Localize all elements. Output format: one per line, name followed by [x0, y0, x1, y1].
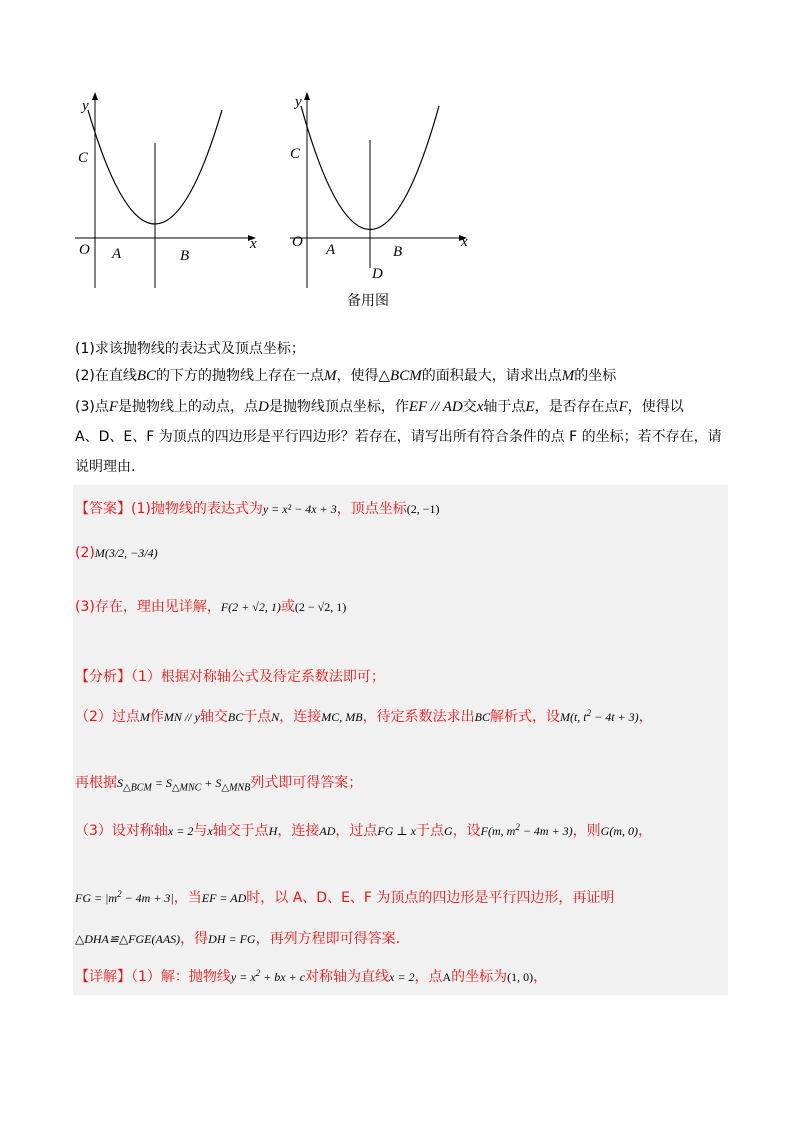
x-label: x — [250, 236, 257, 252]
question-2: (2)在直线BC的下方的抛物线上存在一点M，使得△BCM的面积最大，请求出点M的坐标 — [75, 368, 617, 384]
answer-line-1: 【答案】(1)抛物线的表达式为y = x² − 4x + 3，顶点坐标(2, −1) — [75, 501, 440, 517]
point-D-label: D — [372, 266, 383, 282]
analysis-line-4: （3）设对称轴x = 2与x轴交于点H，连接AD，过点FG ⊥ x于点G，设F(m, $m^2 - 4m + 3$)，则G(m, 0)， — [75, 822, 652, 839]
point-A-label: A — [326, 242, 336, 258]
point-C-label: C — [78, 150, 89, 166]
y-label: y — [82, 98, 89, 114]
analysis-line-5: FG = $|m^2 - 4m + 3|$，当EF = AD时，以 A、D、E、F 为顶点的四边形是平行四边形，再证明 — [75, 889, 615, 906]
analysis-line-2: （2）过点M作MN // y轴交BC于点N，连接MC, MB，待定系数法求出BC解析式，设M(t, $t^2 - 4t + 3$)， — [75, 708, 653, 725]
x-label: x — [461, 234, 468, 250]
question-3-line-2: A、D、E、F 为顶点的四边形是平行四边形？若存在，请写出所有符合条件的点 F 的坐标；若不存在，请 — [75, 429, 722, 445]
analysis-line-6: △DHA≌△FGE(AAS)，得DH = FG，再列方程即可得答案. — [75, 931, 401, 947]
answer-line-3: (3)存在，理由见详解，F(2 + √2, 1)或(2 − √2, 1) — [75, 599, 347, 615]
parabola-figure-main — [70, 88, 270, 298]
point-C-label: C — [290, 146, 301, 162]
detail-line-1: 【详解】（1）解：抛物线$y = x^2$ + bx + c对称轴为直线x = 2，点A的坐标为(1, 0)， — [75, 968, 548, 985]
point-B-label: B — [393, 244, 403, 260]
parabola-figure-backup — [285, 88, 485, 298]
origin-label: O — [292, 234, 303, 250]
analysis-line-1: 【分析】（1）根据对称轴公式及待定系数法即可； — [75, 669, 385, 685]
origin-label: O — [79, 242, 90, 258]
point-B-label: B — [180, 248, 190, 264]
question-1: (1)求该抛物线的表达式及顶点坐标； — [75, 341, 305, 357]
point-A-label: A — [112, 246, 122, 262]
answer-panel — [73, 485, 728, 995]
answer-line-2: (2)M(3/2, −3/4) — [75, 545, 158, 561]
figure-caption: 备用图 — [347, 293, 389, 309]
question-3-line-3: 说明理由. — [75, 459, 136, 475]
y-label: y — [295, 94, 302, 110]
question-3-line-1: (3)点F是抛物线上的动点，点D是抛物线顶点坐标，作EF // AD交x轴于点E，是否存在点F，使得以 — [75, 399, 684, 415]
analysis-line-3: 再根据$S_{\triangle BCM} = S_{\triangle MNC} + S_{\triangle MNB}$列式即可得答案； — [75, 775, 363, 794]
